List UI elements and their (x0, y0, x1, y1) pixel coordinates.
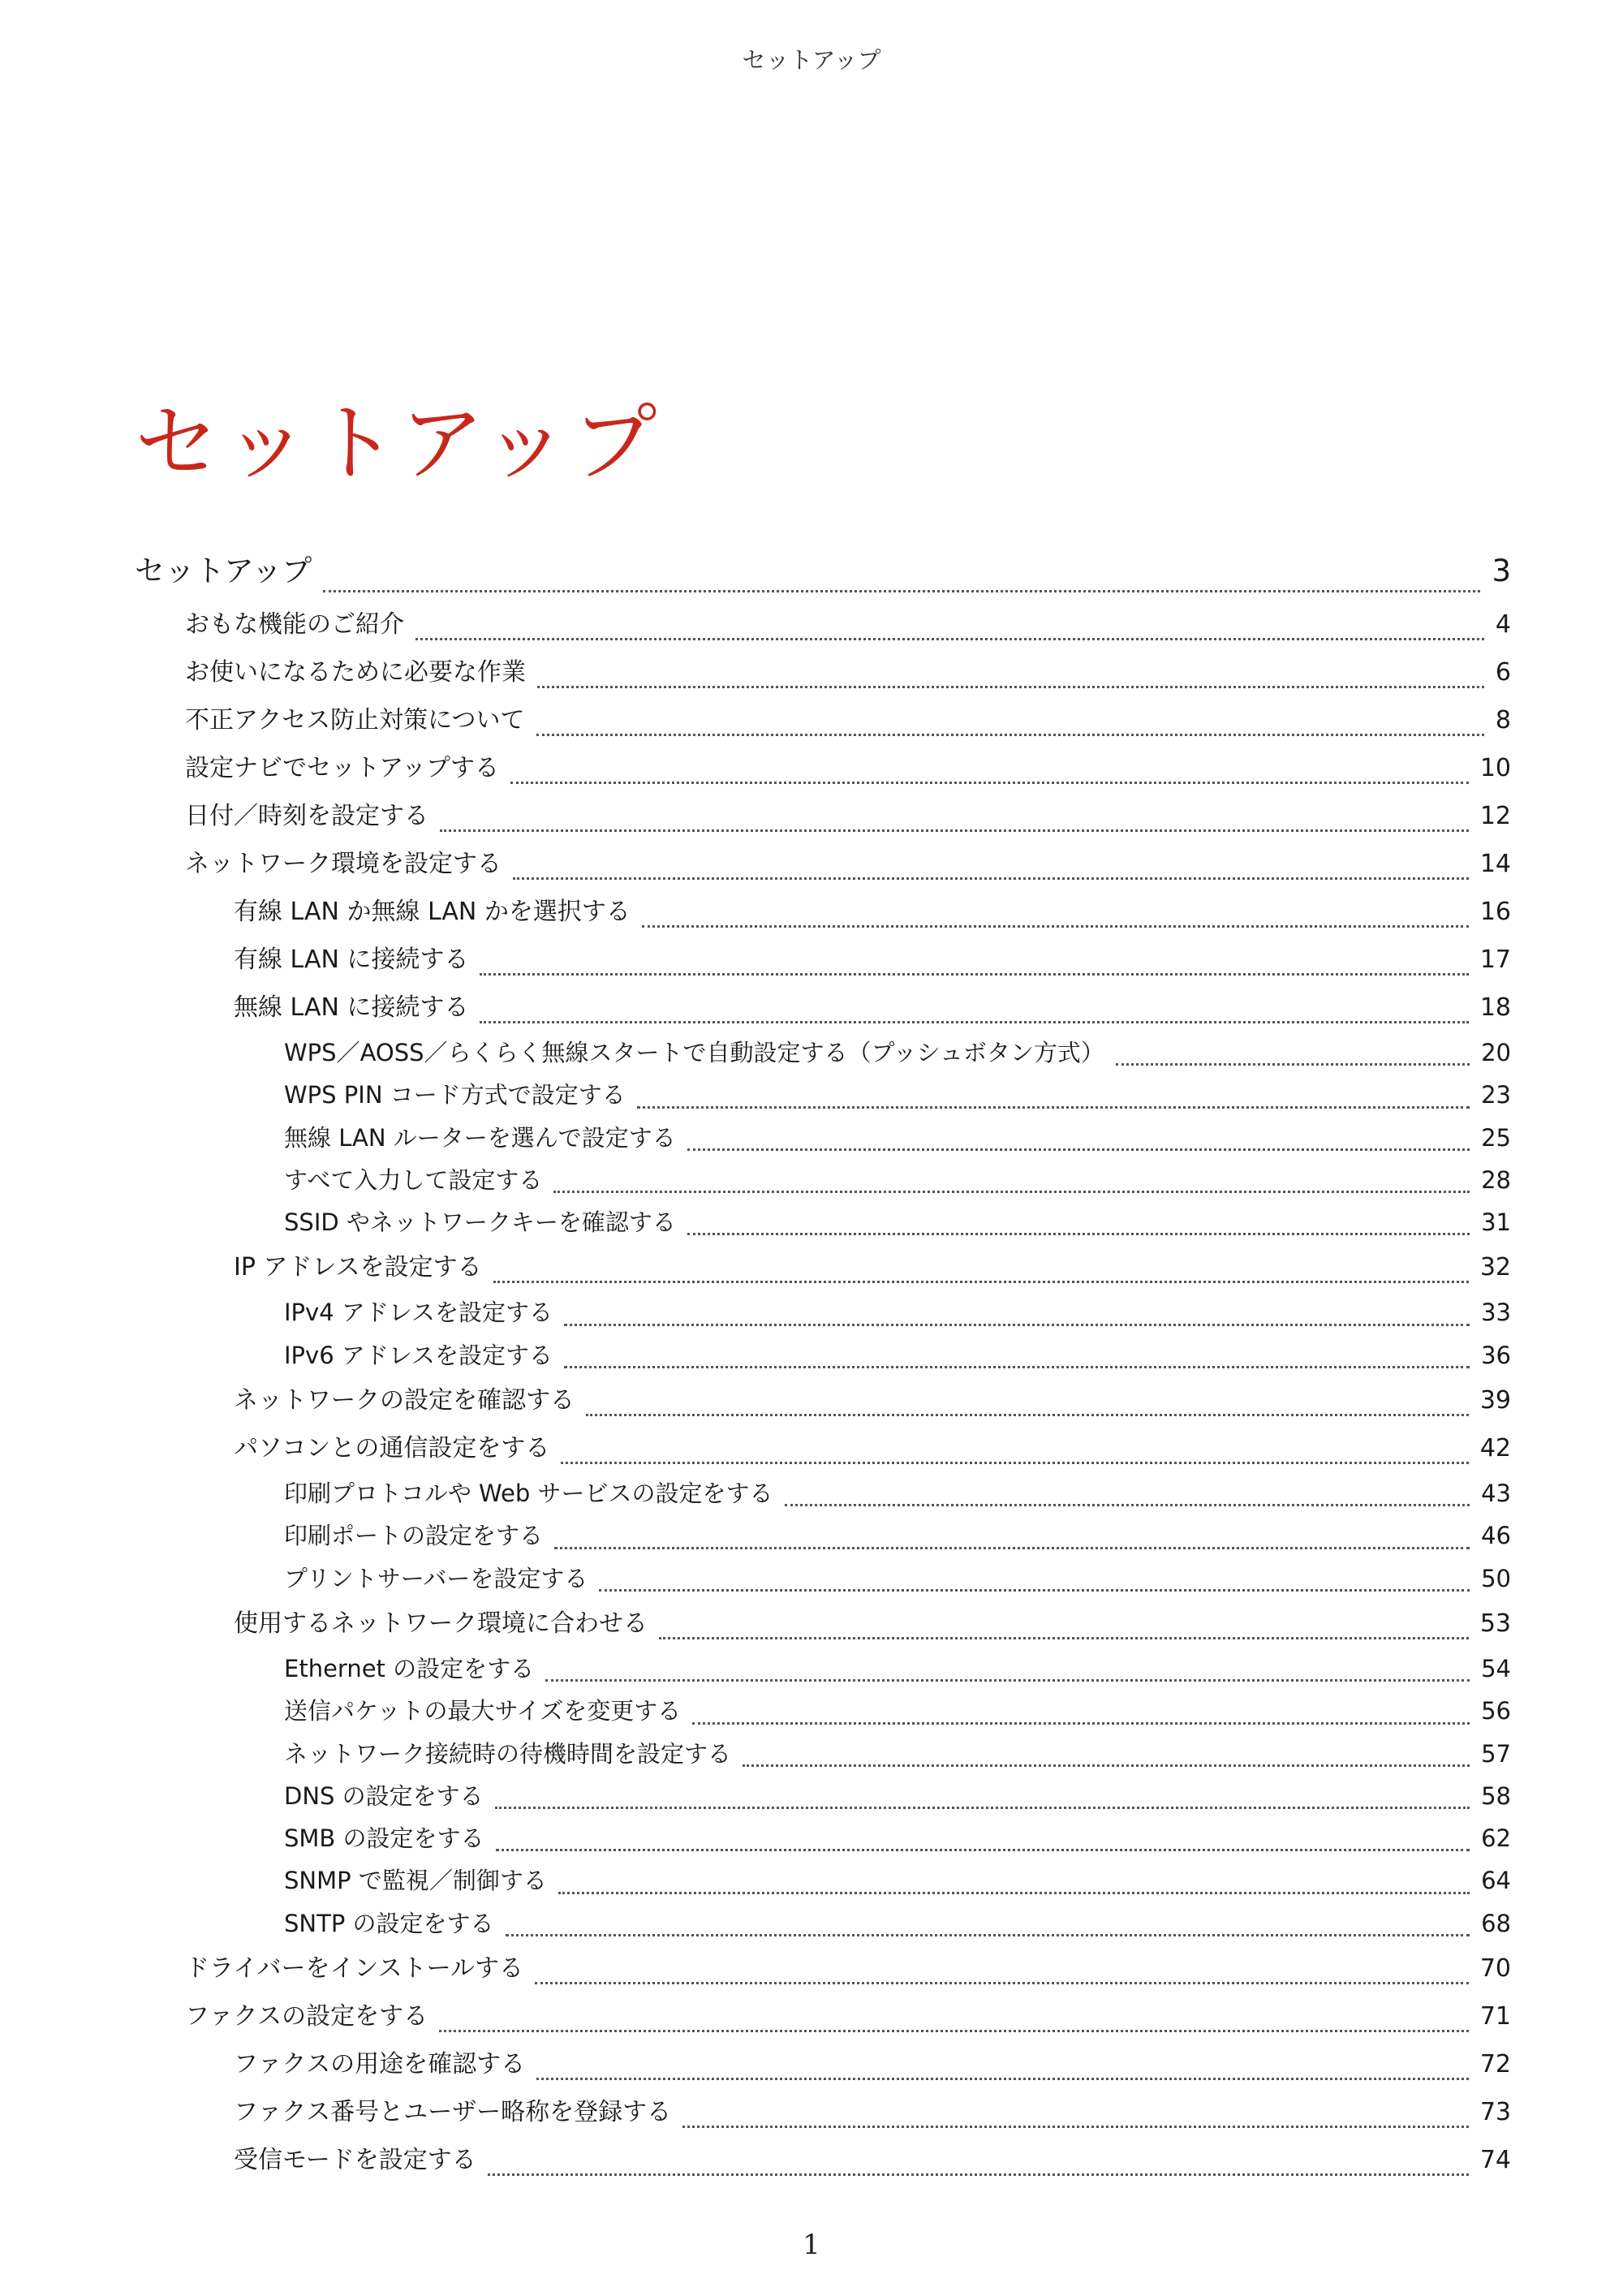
toc-entry-label: SSID やネットワークキーを確認する (284, 1208, 676, 1237)
toc-entry-page: 3 (1492, 554, 1511, 588)
toc-entry-label: 印刷プロトコルや Web サービスの設定をする (284, 1480, 773, 1508)
toc-entry-page: 12 (1479, 802, 1511, 830)
toc-entry-label: SNMP で監視／制御する (284, 1867, 547, 1895)
toc-entry-label: 送信パケットの最大サイズを変更する (284, 1697, 682, 1725)
toc-entry[interactable] (135, 1775, 1511, 1817)
toc-entry[interactable] (135, 696, 1511, 744)
toc-entry-label: SMB の設定をする (284, 1824, 484, 1853)
toc-entry-page: 57 (1481, 1739, 1511, 1768)
dot-leader (586, 1414, 1469, 1416)
toc-entry[interactable] (135, 1648, 1511, 1690)
toc-entry[interactable] (135, 1424, 1511, 1472)
toc-entry[interactable] (135, 2040, 1511, 2088)
dot-leader (415, 638, 1484, 640)
dot-leader (496, 1849, 1470, 1851)
toc-entry-label: ファクスの用途を確認する (234, 2050, 526, 2079)
toc-entry-label: 有線 LAN に接続する (234, 946, 469, 974)
toc-entry[interactable] (135, 1945, 1511, 1992)
toc-entry[interactable] (135, 744, 1511, 792)
toc-entry-label: WPS PIN コード方式で設定する (284, 1081, 626, 1109)
toc-entry-page: 71 (1479, 2002, 1511, 2031)
dot-leader (536, 734, 1484, 736)
toc-entry-label: 受信モードを設定する (234, 2146, 476, 2175)
toc-entry[interactable] (135, 840, 1511, 888)
toc-entry-page: 23 (1481, 1081, 1511, 1109)
toc-entry-label: ファクス番号とユーザー略称を登録する (234, 2098, 672, 2127)
toc-entry-label: 日付／時刻を設定する (185, 802, 428, 830)
toc-entry-label: ドライバーをインストールする (185, 1954, 523, 1984)
dot-leader (480, 973, 1468, 976)
toc-entry-page: 17 (1479, 946, 1511, 974)
toc-entry[interactable] (135, 1859, 1511, 1902)
dot-leader (545, 1679, 1470, 1682)
toc-entry[interactable] (135, 1600, 1511, 1648)
toc-entry-page: 31 (1481, 1208, 1511, 1237)
dot-leader (535, 1982, 1469, 1984)
table-of-contents (135, 542, 1511, 2184)
toc-entry[interactable] (135, 1032, 1511, 1074)
toc-entry[interactable] (135, 1817, 1511, 1859)
dot-leader (480, 1021, 1468, 1023)
toc-entry-page: 74 (1479, 2146, 1511, 2175)
toc-entry[interactable] (135, 984, 1511, 1032)
dot-leader (506, 1934, 1470, 1936)
toc-entry-page: 56 (1481, 1697, 1511, 1725)
toc-entry[interactable] (135, 888, 1511, 936)
dot-leader (692, 1722, 1470, 1725)
dot-leader (488, 2173, 1469, 2176)
toc-entry-page: 43 (1481, 1480, 1511, 1508)
toc-entry-label: ファクスの設定をする (185, 2002, 428, 2031)
dot-leader (1116, 1063, 1470, 1066)
toc-entry-page: 20 (1481, 1039, 1511, 1066)
toc-entry-label: 有線 LAN か無線 LAN かを選択する (234, 898, 631, 926)
toc-entry-label: プリントサーバーを設定する (284, 1564, 588, 1592)
toc-entry-page: 39 (1479, 1386, 1511, 1415)
toc-entry-page: 25 (1481, 1123, 1511, 1152)
toc-entry-label: ネットワーク環境を設定する (185, 850, 502, 878)
toc-entry-page: 72 (1479, 2050, 1511, 2079)
toc-entry-label: ネットワークの設定を確認する (234, 1386, 575, 1415)
dot-leader (564, 1324, 1470, 1326)
dot-leader (558, 1892, 1470, 1894)
dot-leader (599, 1589, 1470, 1592)
toc-entry[interactable] (135, 2088, 1511, 2136)
dot-leader (513, 877, 1469, 880)
chapter-title: セットアップ (135, 394, 662, 493)
toc-entry-page: 73 (1479, 2098, 1511, 2127)
dot-leader (564, 1366, 1470, 1368)
toc-entry-label: Ethernet の設定をする (284, 1654, 535, 1682)
toc-entry-label: 使用するネットワーク環境に合わせる (234, 1609, 648, 1638)
toc-entry-page: 53 (1479, 1609, 1511, 1638)
toc-entry-label: ネットワーク接続時の待機時間を設定する (284, 1739, 732, 1768)
dot-leader (659, 1637, 1469, 1639)
toc-entry-page: 54 (1481, 1654, 1511, 1682)
toc-entry-page: 14 (1479, 850, 1511, 878)
dot-leader (642, 925, 1469, 928)
toc-entry-page: 42 (1479, 1434, 1511, 1463)
toc-entry[interactable] (135, 542, 1511, 601)
dot-leader (743, 1764, 1470, 1767)
running-header: セットアップ (742, 46, 881, 74)
toc-entry-label: IPv4 アドレスを設定する (284, 1299, 553, 1327)
toc-entry-label: WPS／AOSS／らくらく無線スタートで自動設定する（プッシュボタン方式） (284, 1039, 1104, 1066)
dot-leader (687, 1233, 1470, 1235)
toc-entry[interactable] (135, 1159, 1511, 1201)
toc-entry-label: すべて入力して設定する (284, 1165, 543, 1194)
toc-entry-label: IPv6 アドレスを設定する (284, 1341, 553, 1369)
toc-entry-page: 18 (1479, 993, 1511, 1022)
toc-entry[interactable] (135, 1992, 1511, 2040)
toc-entry[interactable] (135, 792, 1511, 840)
toc-entry-page: 58 (1481, 1781, 1511, 1810)
toc-entry-label: セットアップ (135, 554, 312, 588)
toc-entry-page: 16 (1479, 898, 1511, 926)
dot-leader (440, 829, 1469, 832)
toc-entry-page: 68 (1481, 1909, 1511, 1937)
toc-entry-label: 設定ナビでセットアップする (185, 754, 499, 782)
toc-entry-page: 28 (1481, 1165, 1511, 1194)
dot-leader (495, 1807, 1470, 1809)
toc-entry-label: DNS の設定をする (284, 1781, 484, 1810)
dot-leader (553, 1191, 1470, 1193)
toc-entry[interactable] (135, 1690, 1511, 1732)
toc-entry[interactable] (135, 1291, 1511, 1333)
toc-entry[interactable] (135, 1074, 1511, 1116)
toc-entry[interactable] (135, 1902, 1511, 1945)
dot-leader (561, 1462, 1468, 1464)
dot-leader (439, 2030, 1469, 2032)
toc-entry[interactable] (135, 1334, 1511, 1376)
toc-entry-label: パソコンとの通信設定をする (234, 1434, 550, 1463)
toc-entry[interactable] (135, 1514, 1511, 1557)
toc-entry-label: SNTP の設定をする (284, 1909, 494, 1937)
toc-entry-page: 10 (1479, 754, 1511, 782)
toc-entry-page: 8 (1495, 706, 1511, 734)
toc-entry-label: 印刷ポートの設定をする (284, 1522, 544, 1550)
toc-entry[interactable] (135, 1733, 1511, 1775)
dot-leader (682, 2126, 1469, 2128)
toc-entry[interactable] (135, 1201, 1511, 1243)
toc-entry-page: 46 (1481, 1522, 1511, 1550)
toc-entry-page: 4 (1495, 610, 1511, 639)
toc-entry-page: 50 (1481, 1564, 1511, 1592)
toc-entry[interactable] (135, 648, 1511, 696)
dot-leader (537, 686, 1484, 688)
toc-entry[interactable] (135, 1117, 1511, 1159)
toc-entry-label: IP アドレスを設定する (234, 1253, 482, 1282)
dot-leader (323, 590, 1480, 592)
toc-entry-label: 無線 LAN に接続する (234, 993, 469, 1022)
dot-leader (687, 1148, 1470, 1151)
dot-leader (785, 1504, 1470, 1506)
toc-entry[interactable] (135, 1243, 1511, 1291)
toc-entry-page: 6 (1495, 658, 1511, 687)
toc-entry[interactable] (135, 1557, 1511, 1600)
dot-leader (493, 1281, 1469, 1283)
dot-leader (510, 782, 1469, 784)
toc-entry-label: おもな機能のご紹介 (185, 610, 404, 639)
page-number: 1 (803, 2229, 820, 2261)
dot-leader (536, 2078, 1469, 2080)
toc-entry[interactable] (135, 936, 1511, 984)
toc-entry-label: 無線 LAN ルーターを選んで設定する (284, 1123, 676, 1152)
toc-entry-page: 62 (1481, 1824, 1511, 1853)
toc-entry-page: 32 (1479, 1253, 1511, 1282)
toc-entry[interactable] (135, 1376, 1511, 1424)
toc-entry-label: お使いになるために必要な作業 (185, 658, 526, 687)
toc-entry-page: 33 (1481, 1299, 1511, 1327)
toc-entry[interactable] (135, 1472, 1511, 1514)
dot-leader (554, 1547, 1470, 1549)
toc-entry[interactable] (135, 2136, 1511, 2184)
toc-entry[interactable] (135, 601, 1511, 648)
dot-leader (637, 1106, 1470, 1109)
toc-entry-page: 36 (1481, 1341, 1511, 1369)
toc-entry-page: 70 (1479, 1954, 1511, 1984)
toc-entry-label: 不正アクセス防止対策について (185, 706, 525, 734)
toc-entry-page: 64 (1481, 1867, 1511, 1895)
